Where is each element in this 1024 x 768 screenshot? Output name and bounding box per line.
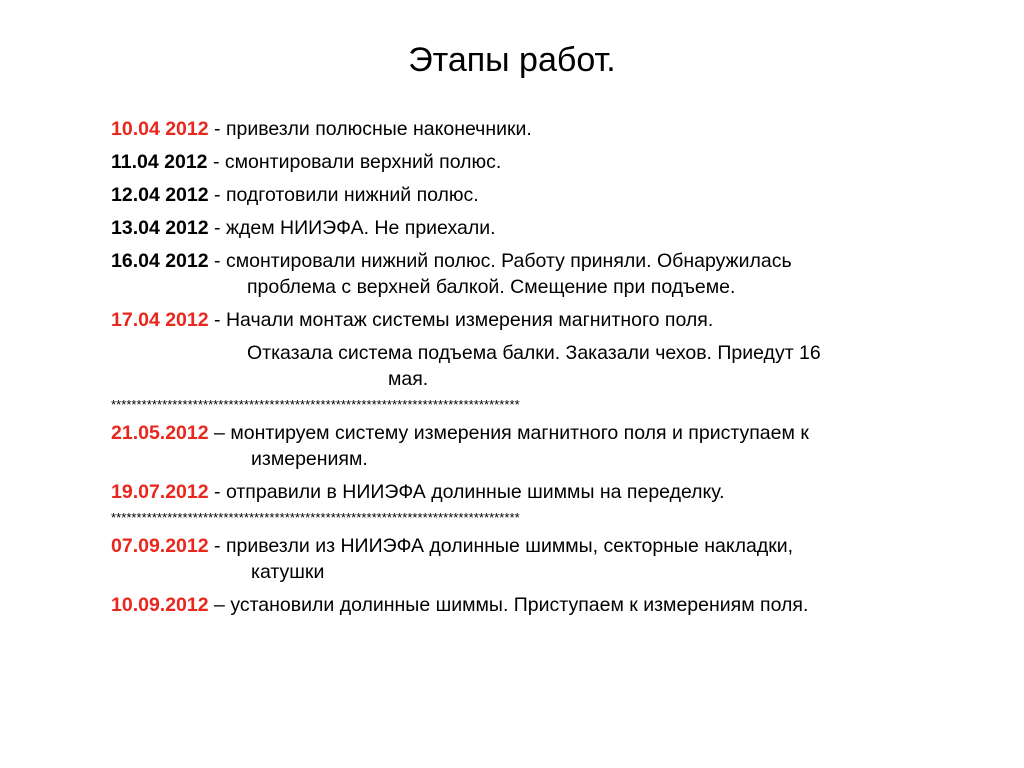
entry-text-continuation: проблема с верхней балкой. Смещение при подъеме. — [247, 276, 736, 298]
entry-date: 21.05.2012 — [111, 422, 209, 444]
entry-separator: - — [214, 481, 221, 503]
entry-text: Начали монтаж системы измерения магнитного поля. — [225, 309, 714, 331]
work-stages-list — [111, 116, 991, 618]
separator-line: ******************************************************************************** — [111, 397, 520, 412]
entry-date: 10.09.2012 — [111, 594, 209, 616]
entry-text: отправили в НИИЭФА долинные шиммы на переделку. — [225, 481, 725, 503]
list-item — [111, 592, 991, 618]
list-item — [111, 116, 991, 142]
list-item — [111, 182, 991, 208]
list-item — [111, 307, 991, 333]
entry-separator: - — [214, 309, 221, 331]
list-item — [111, 533, 991, 585]
page-title: Этапы работ. — [408, 41, 616, 79]
entry-date: 13.04 2012 — [111, 217, 209, 239]
entry-date: 10.04 2012 — [111, 118, 209, 140]
entry-text-continuation: катушки — [251, 561, 325, 583]
entry-text: ждем НИИЭФА. Не приехали. — [225, 217, 496, 239]
entry-date: 07.09.2012 — [111, 535, 209, 557]
entry-text: смонтировали верхний полюс. — [224, 151, 502, 173]
note-item — [111, 340, 991, 392]
entry-text: привезли из НИИЭФА долинные шиммы, секторные накладки, — [225, 535, 794, 557]
note-text: Отказала система подъема балки. Заказали чехов. Приедут 16 — [247, 342, 821, 364]
separator-line: ******************************************************************************** — [111, 510, 520, 525]
entry-separator: - — [214, 535, 221, 557]
entry-separator: – — [214, 422, 225, 444]
list-item — [111, 248, 991, 300]
entry-separator: - — [214, 118, 221, 140]
note-text-continuation: мая. — [388, 368, 429, 390]
entry-separator: - — [214, 217, 221, 239]
entry-date: 16.04 2012 — [111, 250, 209, 272]
entry-separator: - — [212, 151, 220, 173]
entry-separator: – — [214, 594, 225, 616]
entry-date: 12.04 2012 — [111, 184, 209, 206]
list-item — [111, 420, 991, 472]
entry-separator: - — [214, 184, 221, 206]
entry-text: установили долинные шиммы. Приступаем к измерениям поля. — [230, 594, 809, 616]
list-item — [111, 215, 991, 241]
entry-text-continuation: измерениям. — [251, 448, 368, 470]
entry-separator: - — [214, 250, 221, 272]
entry-text: монтируем систему измерения магнитного поля и приступаем к — [230, 422, 809, 444]
list-item — [111, 479, 991, 505]
entry-text: привезли полюсные наконечники. — [225, 118, 532, 140]
entry-text: смонтировали нижний полюс. Работу приняли. Обнаружилась — [225, 250, 792, 272]
entry-date: 19.07.2012 — [111, 481, 209, 503]
entry-text: подготовили нижний полюс. — [225, 184, 479, 206]
entry-date: 11.04 2012 — [111, 151, 208, 173]
entry-date: 17.04 2012 — [111, 309, 209, 331]
list-item — [111, 149, 991, 175]
